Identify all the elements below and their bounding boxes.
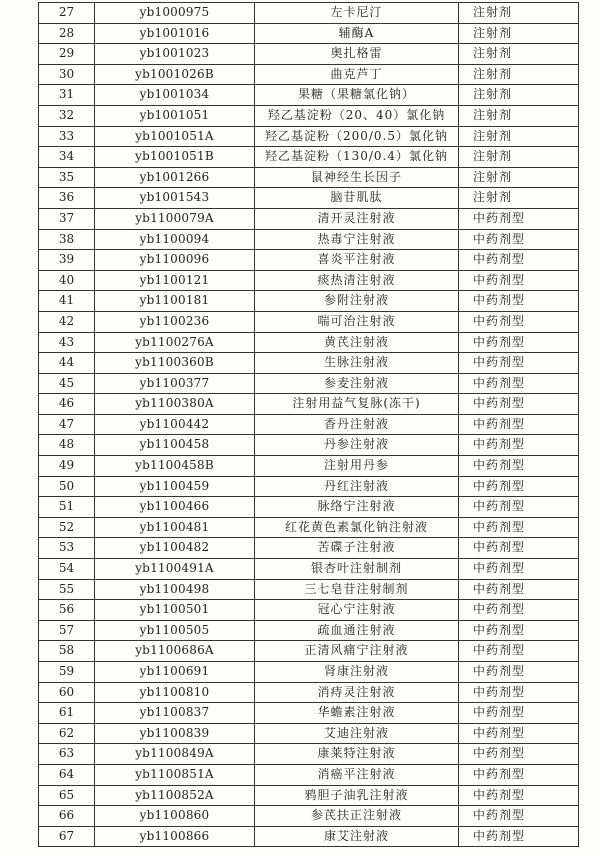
drug-code-cell: yb1100236: [95, 311, 255, 332]
drug-name-cell: 羟乙基淀粉（130/0.4）氯化钠: [255, 147, 459, 168]
drug-name-cell: 羟乙基淀粉（200/0.5）氯化钠: [255, 126, 459, 147]
drug-name-cell: 奥扎格雷: [255, 44, 459, 65]
drug-code-cell: yb1100466: [95, 497, 255, 518]
drug-name-cell: 热毒宁注射液: [255, 229, 459, 250]
table-row: [39, 497, 579, 518]
dosage-type-cell: 注射剂: [459, 23, 579, 44]
table-row: [39, 456, 579, 477]
table-body: [39, 3, 579, 847]
drug-code-cell: yb1001051B: [95, 147, 255, 168]
drug-code-cell: yb1100810: [95, 682, 255, 703]
drug-code-cell: yb1100851A: [95, 764, 255, 785]
table-row: [39, 394, 579, 415]
drug-code-cell: yb1100501: [95, 600, 255, 621]
drug-name-cell: 参附注射液: [255, 291, 459, 312]
table-row: [39, 208, 579, 229]
row-number-cell: 27: [39, 3, 95, 24]
dosage-type-cell: 中药剂型: [459, 723, 579, 744]
dosage-type-cell: 中药剂型: [459, 250, 579, 271]
dosage-type-cell: 注射剂: [459, 64, 579, 85]
drug-name-cell: 正清风痛宁注射液: [255, 641, 459, 662]
dosage-type-cell: 中药剂型: [459, 229, 579, 250]
drug-code-cell: yb1100491A: [95, 559, 255, 580]
row-number-cell: 51: [39, 497, 95, 518]
drug-name-cell: 苦碟子注射液: [255, 538, 459, 559]
row-number-cell: 33: [39, 126, 95, 147]
drug-code-cell: yb1100481: [95, 517, 255, 538]
dosage-type-cell: 注射剂: [459, 188, 579, 209]
drug-name-cell: 香丹注射液: [255, 414, 459, 435]
drug-name-cell: 脉络宁注射液: [255, 497, 459, 518]
row-number-cell: 62: [39, 723, 95, 744]
row-number-cell: 60: [39, 682, 95, 703]
drug-list-table: [38, 2, 579, 847]
dosage-type-cell: 注射剂: [459, 167, 579, 188]
dosage-type-cell: 中药剂型: [459, 291, 579, 312]
table-row: [39, 806, 579, 827]
drug-name-cell: 参麦注射液: [255, 373, 459, 394]
table-row: [39, 353, 579, 374]
drug-code-cell: yb1100691: [95, 662, 255, 683]
drug-name-cell: 羟乙基淀粉（20、40）氯化钠: [255, 105, 459, 126]
dosage-type-cell: 中药剂型: [459, 373, 579, 394]
dosage-type-cell: 中药剂型: [459, 600, 579, 621]
table-row: [39, 250, 579, 271]
row-number-cell: 63: [39, 744, 95, 765]
row-number-cell: 37: [39, 208, 95, 229]
dosage-type-cell: 注射剂: [459, 44, 579, 65]
drug-code-cell: yb1001266: [95, 167, 255, 188]
drug-name-cell: 冠心宁注射液: [255, 600, 459, 621]
table-row: [39, 167, 579, 188]
drug-code-cell: yb1100181: [95, 291, 255, 312]
row-number-cell: 28: [39, 23, 95, 44]
drug-code-cell: yb1100459: [95, 476, 255, 497]
row-number-cell: 61: [39, 703, 95, 724]
drug-code-cell: yb1100458: [95, 435, 255, 456]
drug-code-cell: yb1100498: [95, 579, 255, 600]
drug-code-cell: yb1001034: [95, 85, 255, 106]
drug-code-cell: yb1100866: [95, 826, 255, 847]
dosage-type-cell: 中药剂型: [459, 270, 579, 291]
row-number-cell: 52: [39, 517, 95, 538]
drug-name-cell: 注射用丹参: [255, 456, 459, 477]
row-number-cell: 29: [39, 44, 95, 65]
table-row: [39, 620, 579, 641]
row-number-cell: 42: [39, 311, 95, 332]
drug-code-cell: yb1100276A: [95, 332, 255, 353]
row-number-cell: 34: [39, 147, 95, 168]
drug-code-cell: yb1100852A: [95, 785, 255, 806]
drug-code-cell: yb1100380A: [95, 394, 255, 415]
drug-code-cell: yb1100121: [95, 270, 255, 291]
table-row: [39, 188, 579, 209]
row-number-cell: 58: [39, 641, 95, 662]
table-row: [39, 476, 579, 497]
dosage-type-cell: 中药剂型: [459, 785, 579, 806]
dosage-type-cell: 中药剂型: [459, 559, 579, 580]
drug-name-cell: 鸦胆子油乳注射液: [255, 785, 459, 806]
drug-name-cell: 喜炎平注射液: [255, 250, 459, 271]
drug-name-cell: 清开灵注射液: [255, 208, 459, 229]
dosage-type-cell: 中药剂型: [459, 414, 579, 435]
drug-name-cell: 银杏叶注射制剂: [255, 559, 459, 580]
row-number-cell: 38: [39, 229, 95, 250]
dosage-type-cell: 中药剂型: [459, 208, 579, 229]
row-number-cell: 46: [39, 394, 95, 415]
table-row: [39, 662, 579, 683]
drug-code-cell: yb1100482: [95, 538, 255, 559]
table-row: [39, 291, 579, 312]
dosage-type-cell: 中药剂型: [459, 764, 579, 785]
drug-code-cell: yb1100094: [95, 229, 255, 250]
row-number-cell: 32: [39, 105, 95, 126]
table-row: [39, 826, 579, 847]
row-number-cell: 67: [39, 826, 95, 847]
drug-name-cell: 康艾注射液: [255, 826, 459, 847]
dosage-type-cell: 中药剂型: [459, 456, 579, 477]
drug-code-cell: yb1100860: [95, 806, 255, 827]
dosage-type-cell: 中药剂型: [459, 579, 579, 600]
table-row: [39, 147, 579, 168]
row-number-cell: 47: [39, 414, 95, 435]
row-number-cell: 55: [39, 579, 95, 600]
row-number-cell: 66: [39, 806, 95, 827]
dosage-type-cell: 中药剂型: [459, 682, 579, 703]
drug-name-cell: 曲克芦丁: [255, 64, 459, 85]
row-number-cell: 48: [39, 435, 95, 456]
drug-code-cell: yb1001023: [95, 44, 255, 65]
table-row: [39, 44, 579, 65]
table-row: [39, 311, 579, 332]
dosage-type-cell: 注射剂: [459, 85, 579, 106]
table-row: [39, 764, 579, 785]
drug-name-cell: 脑苷肌肽: [255, 188, 459, 209]
drug-name-cell: 消癌平注射液: [255, 764, 459, 785]
drug-name-cell: 康莱特注射液: [255, 744, 459, 765]
table-row: [39, 126, 579, 147]
row-number-cell: 40: [39, 270, 95, 291]
row-number-cell: 54: [39, 559, 95, 580]
table-row: [39, 517, 579, 538]
drug-name-cell: 辅酶A: [255, 23, 459, 44]
dosage-type-cell: 中药剂型: [459, 703, 579, 724]
drug-name-cell: 艾迪注射液: [255, 723, 459, 744]
table-row: [39, 435, 579, 456]
row-number-cell: 64: [39, 764, 95, 785]
table-row: [39, 723, 579, 744]
drug-name-cell: 痰热清注射液: [255, 270, 459, 291]
drug-name-cell: 左卡尼汀: [255, 3, 459, 24]
table-row: [39, 3, 579, 24]
drug-code-cell: yb1100096: [95, 250, 255, 271]
drug-code-cell: yb1001026B: [95, 64, 255, 85]
table-row: [39, 785, 579, 806]
drug-name-cell: 参芪扶正注射液: [255, 806, 459, 827]
drug-code-cell: yb1100505: [95, 620, 255, 641]
table-row: [39, 579, 579, 600]
drug-code-cell: yb1100079A: [95, 208, 255, 229]
dosage-type-cell: 注射剂: [459, 105, 579, 126]
drug-code-cell: yb1100849A: [95, 744, 255, 765]
table-row: [39, 270, 579, 291]
table-row: [39, 744, 579, 765]
dosage-type-cell: 中药剂型: [459, 806, 579, 827]
drug-code-cell: yb1001543: [95, 188, 255, 209]
row-number-cell: 57: [39, 620, 95, 641]
table-row: [39, 373, 579, 394]
drug-code-cell: yb1100839: [95, 723, 255, 744]
drug-name-cell: 鼠神经生长因子: [255, 167, 459, 188]
row-number-cell: 65: [39, 785, 95, 806]
drug-name-cell: 丹参注射液: [255, 435, 459, 456]
dosage-type-cell: 中药剂型: [459, 641, 579, 662]
drug-code-cell: yb1100442: [95, 414, 255, 435]
drug-name-cell: 黄芪注射液: [255, 332, 459, 353]
table-row: [39, 332, 579, 353]
drug-code-cell: yb1001016: [95, 23, 255, 44]
dosage-type-cell: 注射剂: [459, 126, 579, 147]
drug-code-cell: yb1100458B: [95, 456, 255, 477]
drug-name-cell: 消痔灵注射液: [255, 682, 459, 703]
dosage-type-cell: 注射剂: [459, 3, 579, 24]
dosage-type-cell: 中药剂型: [459, 311, 579, 332]
drug-code-cell: yb1000975: [95, 3, 255, 24]
dosage-type-cell: 中药剂型: [459, 353, 579, 374]
table-row: [39, 105, 579, 126]
table-row: [39, 600, 579, 621]
document-sheet: [38, 2, 578, 847]
drug-code-cell: yb1001051A: [95, 126, 255, 147]
row-number-cell: 30: [39, 64, 95, 85]
row-number-cell: 49: [39, 456, 95, 477]
row-number-cell: 39: [39, 250, 95, 271]
dosage-type-cell: 中药剂型: [459, 517, 579, 538]
row-number-cell: 53: [39, 538, 95, 559]
row-number-cell: 31: [39, 85, 95, 106]
dosage-type-cell: 中药剂型: [459, 435, 579, 456]
drug-name-cell: 喘可治注射液: [255, 311, 459, 332]
table-row: [39, 703, 579, 724]
row-number-cell: 43: [39, 332, 95, 353]
table-row: [39, 64, 579, 85]
row-number-cell: 56: [39, 600, 95, 621]
table-row: [39, 682, 579, 703]
dosage-type-cell: 中药剂型: [459, 332, 579, 353]
table-row: [39, 85, 579, 106]
drug-name-cell: 丹红注射液: [255, 476, 459, 497]
dosage-type-cell: 中药剂型: [459, 497, 579, 518]
drug-code-cell: yb1100837: [95, 703, 255, 724]
dosage-type-cell: 中药剂型: [459, 662, 579, 683]
dosage-type-cell: 中药剂型: [459, 826, 579, 847]
drug-name-cell: 三七皂苷注射制剂: [255, 579, 459, 600]
table-row: [39, 229, 579, 250]
drug-name-cell: 生脉注射液: [255, 353, 459, 374]
row-number-cell: 35: [39, 167, 95, 188]
row-number-cell: 41: [39, 291, 95, 312]
dosage-type-cell: 中药剂型: [459, 538, 579, 559]
row-number-cell: 45: [39, 373, 95, 394]
dosage-type-cell: 中药剂型: [459, 620, 579, 641]
drug-code-cell: yb1100360B: [95, 353, 255, 374]
row-number-cell: 36: [39, 188, 95, 209]
drug-code-cell: yb1100686A: [95, 641, 255, 662]
table-row: [39, 641, 579, 662]
drug-code-cell: yb1100377: [95, 373, 255, 394]
row-number-cell: 44: [39, 353, 95, 374]
drug-name-cell: 注射用益气复脉(冻干): [255, 394, 459, 415]
drug-name-cell: 疏血通注射液: [255, 620, 459, 641]
dosage-type-cell: 中药剂型: [459, 394, 579, 415]
table-row: [39, 559, 579, 580]
drug-name-cell: 肾康注射液: [255, 662, 459, 683]
dosage-type-cell: 注射剂: [459, 147, 579, 168]
table-row: [39, 414, 579, 435]
drug-name-cell: 华蟾素注射液: [255, 703, 459, 724]
row-number-cell: 50: [39, 476, 95, 497]
dosage-type-cell: 中药剂型: [459, 476, 579, 497]
table-row: [39, 23, 579, 44]
dosage-type-cell: 中药剂型: [459, 744, 579, 765]
table-row: [39, 538, 579, 559]
drug-name-cell: 果糖（果糖氯化钠）: [255, 85, 459, 106]
drug-name-cell: 红花黄色素氯化钠注射液: [255, 517, 459, 538]
row-number-cell: 59: [39, 662, 95, 683]
drug-code-cell: yb1001051: [95, 105, 255, 126]
